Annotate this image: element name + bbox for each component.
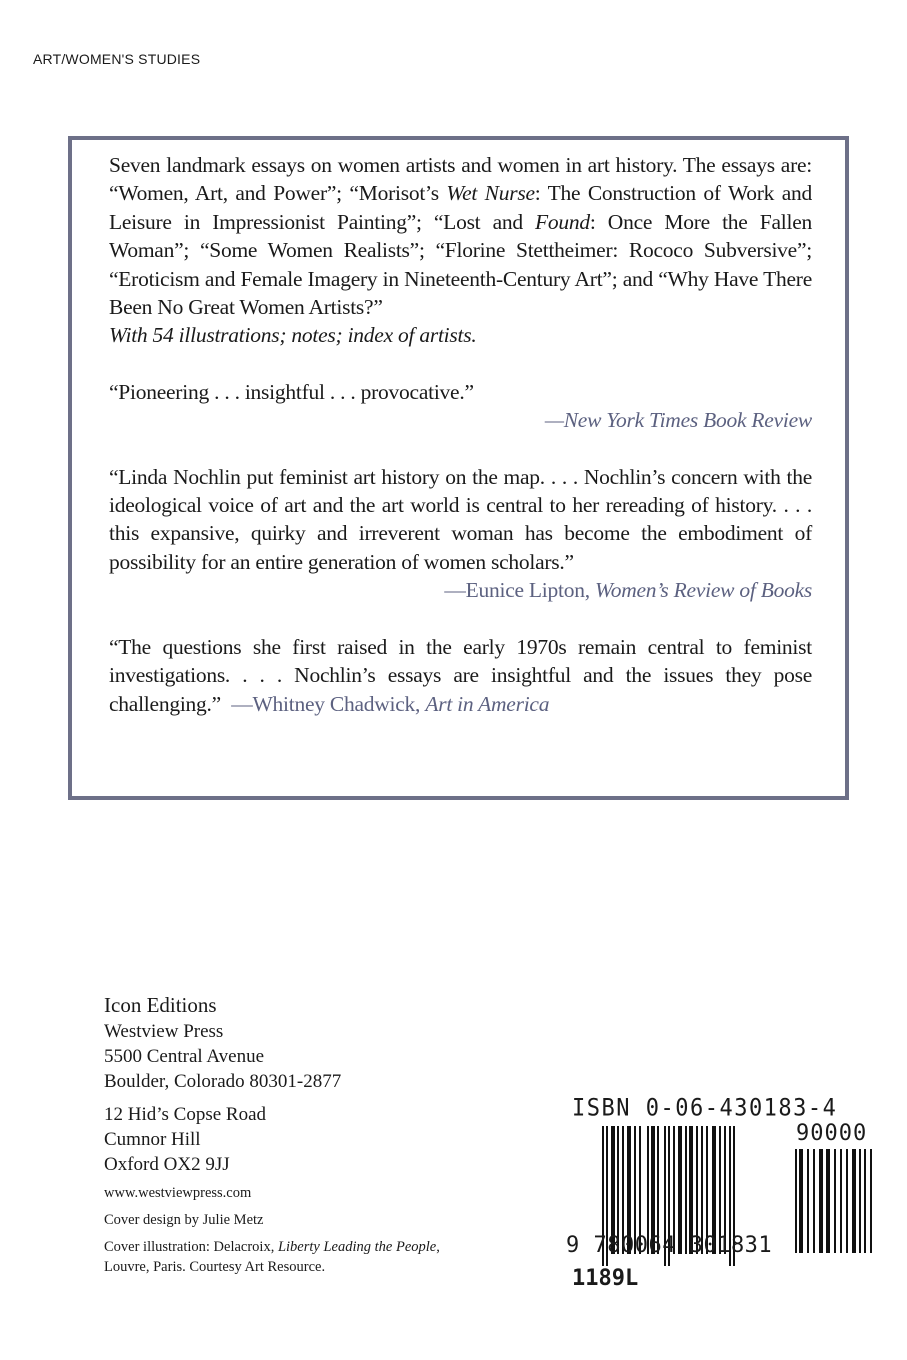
address-line: 12 Hid’s Copse Road xyxy=(104,1104,267,1125)
description-text: : Once More the Fallen Woman”; “Some Women Realists”; “Florine Stettheimer: Rococo Subversive”; “Eroticism and Female Imagery in Nineteenth-Century Art”; and “Why Have There Been No Great Women Artists?” xyxy=(109,209,812,320)
barcode-bar xyxy=(859,1149,861,1253)
review-source: Art in America xyxy=(425,691,550,716)
publisher-name: Westview Press xyxy=(104,1021,224,1042)
book-description xyxy=(109,151,812,321)
barcode-bar xyxy=(870,1149,872,1253)
credit-text: Cover illustration: Delacroix, xyxy=(104,1239,278,1255)
description-italic: Found xyxy=(535,209,590,234)
review-source: Women’s Review of Books xyxy=(595,578,812,603)
ean-digits: 9 780064 301831 xyxy=(566,1233,773,1258)
barcode-bar xyxy=(846,1149,848,1253)
isbn-text: ISBN 0-06-430183-4 xyxy=(572,1094,838,1123)
barcode-bar xyxy=(813,1149,815,1253)
barcode-bar xyxy=(826,1149,830,1253)
address-line: Oxford OX2 9JJ xyxy=(104,1154,230,1175)
barcode-bar xyxy=(840,1149,842,1253)
address-line: 5500 Central Avenue xyxy=(104,1046,265,1067)
description-box xyxy=(68,136,849,800)
credit-title: Liberty Leading the People xyxy=(277,1239,437,1255)
review-quote-text: “The questions she first raised in the early 1970s remain central to feminist investigations. . . . Nochlin’s essays are insightful and the issues they pose challenging.” xyxy=(109,634,812,716)
barcode-bar xyxy=(799,1149,803,1253)
imprint: Icon Editions xyxy=(104,993,217,1017)
review-author: —Whitney Chadwick, xyxy=(231,691,426,716)
description-italic: Wet Nurse xyxy=(446,181,535,206)
review-attribution xyxy=(109,406,812,434)
review-source: —New York Times Book Review xyxy=(544,408,812,433)
internal-code: 1189L xyxy=(572,1266,639,1291)
review-quote xyxy=(109,633,812,718)
description-text: : The Construction of Work and Leisure in Impressionist Painting”; “Lost and xyxy=(109,181,812,234)
barcode-bar xyxy=(864,1149,866,1253)
review-author: —Eunice Lipton, xyxy=(444,578,596,603)
address-line: Boulder, Colorado 80301-2877 xyxy=(104,1071,342,1092)
design-credit: Cover design by Julie Metz xyxy=(104,1212,264,1228)
review-quote: “Pioneering . . . insightful . . . provocative.” xyxy=(109,379,474,404)
barcode-bar xyxy=(852,1149,856,1253)
price-code: 90000 xyxy=(796,1121,868,1146)
description-text: Seven landmark essays on women artists and women in art history. The essays are: “Women, Art, and Power”; “Morisot’s xyxy=(109,153,812,206)
barcode-bar xyxy=(795,1149,797,1253)
publisher-info xyxy=(104,991,484,1277)
review-attribution xyxy=(109,576,812,604)
book-extras: With 54 illustrations; notes; index of artists. xyxy=(109,323,477,348)
credit-text: , Louvre, Paris. Courtesy Art Resource. xyxy=(104,1239,440,1275)
barcode-bar xyxy=(807,1149,809,1253)
category-label: ART/WOMEN'S STUDIES xyxy=(33,51,201,67)
barcode-bar xyxy=(819,1149,823,1253)
address-line: Cumnor Hill xyxy=(104,1129,201,1150)
barcode xyxy=(566,1094,868,1291)
review-quote: “Linda Nochlin put feminist art history on the map. . . . Nochlin’s concern with the ideological voice of art and the art world is central to her rereading of history. . . . this expansive, quirky and irreverent woman has become the embodiment of possibility for an entire generation of women scholars.” xyxy=(109,464,812,574)
barcode-bar xyxy=(834,1149,836,1253)
illustration-credit xyxy=(104,1237,484,1277)
website: www.westviewpress.com xyxy=(104,1185,252,1201)
